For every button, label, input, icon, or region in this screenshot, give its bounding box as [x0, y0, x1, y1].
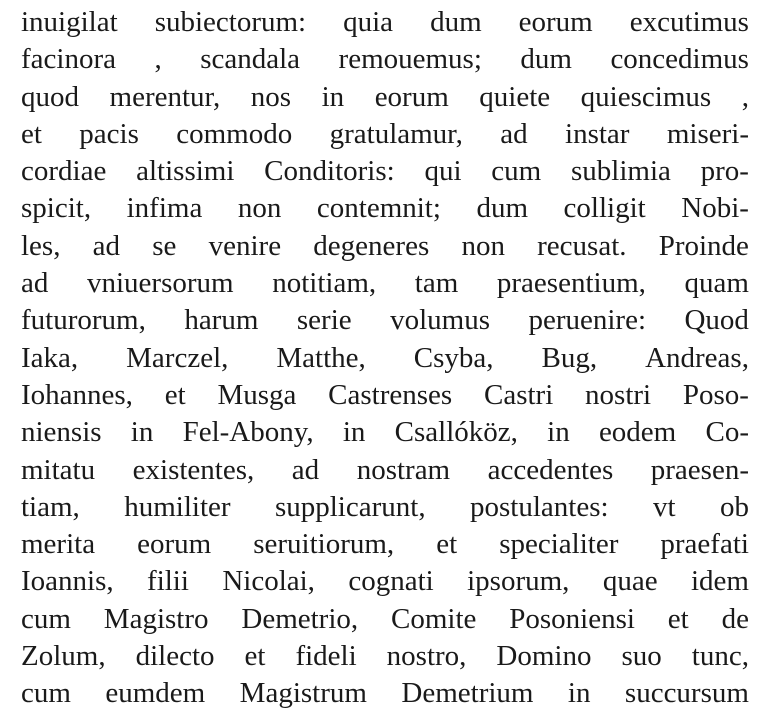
text-line: [21, 265, 749, 302]
text-line: [21, 414, 749, 451]
word: altissimi: [136, 155, 235, 188]
word: Csallóköz,: [394, 416, 518, 449]
word: succursum: [624, 677, 749, 710]
word: degeneres: [313, 229, 430, 262]
word: ipsorum,: [467, 565, 570, 598]
word: dum: [430, 6, 482, 38]
word: remouemus;: [338, 43, 482, 76]
text-line: [21, 377, 749, 414]
word: fideli: [295, 640, 357, 673]
word: excutimus: [629, 6, 749, 38]
word: et: [21, 117, 42, 150]
word: dilecto: [135, 640, 215, 673]
text-line: [21, 228, 749, 265]
word: Ioannis,: [21, 565, 114, 598]
word: non: [461, 229, 505, 262]
word: filii: [147, 565, 189, 598]
word: recusat.: [537, 229, 627, 262]
word: tam: [414, 267, 459, 300]
word: Domino: [496, 640, 592, 673]
word: tunc,: [691, 640, 749, 673]
word: humiliter: [124, 490, 231, 523]
word: concedimus: [610, 43, 749, 76]
word: in: [547, 416, 570, 449]
word: ad: [92, 229, 121, 262]
body-text: [21, 4, 749, 713]
word: de: [721, 602, 749, 635]
word: quam: [684, 267, 749, 300]
word: Proinde: [658, 229, 749, 262]
word: in: [130, 416, 154, 449]
word: pro-: [700, 155, 749, 188]
word: Matthe,: [276, 341, 366, 374]
text-line: [21, 526, 749, 563]
word: Nobi-: [681, 192, 749, 225]
word: ad: [291, 453, 320, 486]
word: dum: [476, 192, 529, 225]
text-line: [21, 79, 749, 116]
word: tiam,: [21, 490, 80, 523]
word: Iohannes,: [21, 378, 133, 411]
word: quod: [21, 80, 79, 113]
word: Magistrum: [239, 677, 367, 710]
word: specialiter: [499, 528, 619, 561]
text-line: [21, 675, 749, 712]
word: venire: [208, 229, 282, 262]
word: Magistro: [103, 602, 209, 635]
word: postulantes:: [470, 490, 609, 523]
word: vniuersorum: [87, 267, 234, 300]
word: ,: [154, 43, 162, 76]
word: Andreas,: [645, 341, 749, 374]
word: et: [244, 640, 266, 673]
word: nos: [250, 80, 292, 113]
word: Demetrio,: [241, 602, 359, 635]
word: commodo: [176, 117, 293, 150]
text-line: [21, 638, 749, 675]
word: miseri-: [666, 117, 749, 150]
word: cum: [491, 155, 542, 188]
word: colligit: [563, 192, 646, 225]
word: quae: [602, 565, 658, 598]
word: praesentium,: [496, 267, 646, 300]
word: Csyba,: [413, 341, 494, 374]
word: idem: [690, 565, 749, 598]
text-line: [21, 601, 749, 638]
word: in: [342, 416, 366, 449]
word: et: [667, 602, 689, 635]
word: spicit,: [21, 192, 92, 225]
text-line: [21, 489, 749, 526]
word: Posoniensi: [509, 602, 635, 635]
word: cum: [21, 602, 71, 635]
word: praefati: [660, 528, 749, 561]
word: nostri: [585, 378, 652, 411]
word: Castrenses: [328, 378, 453, 411]
word: non: [237, 192, 282, 225]
word: praesen-: [650, 453, 749, 486]
word: cognati: [348, 565, 434, 598]
word: Zolum,: [21, 640, 106, 673]
word: Castri: [483, 378, 554, 411]
word: ad: [500, 117, 528, 150]
word: Marczel,: [126, 341, 229, 374]
word: gratulamur,: [329, 117, 463, 150]
word: se: [152, 229, 177, 262]
word: Iaka,: [21, 341, 79, 374]
word: seruitiorum,: [253, 528, 395, 561]
text-line: [21, 4, 749, 41]
word: les,: [21, 229, 61, 262]
text-line: [21, 153, 749, 190]
word: Conditoris:: [264, 155, 395, 188]
word: vt: [652, 490, 676, 523]
word: peruenire:: [528, 304, 647, 337]
word: dum: [520, 43, 572, 76]
text-line: [21, 116, 749, 153]
word: niensis: [21, 416, 102, 449]
word: infima: [126, 192, 203, 225]
word: harum: [184, 304, 259, 337]
word: pacis: [79, 117, 139, 150]
word: quia: [343, 6, 394, 38]
word: subiectorum:: [154, 6, 307, 38]
word: existentes,: [132, 453, 255, 486]
text-line: [21, 41, 749, 78]
text-line: [21, 190, 749, 227]
word: Musga: [217, 378, 297, 411]
word: qui: [424, 155, 462, 188]
word: futurorum,: [21, 304, 146, 337]
word: Bug,: [541, 341, 598, 374]
word: merentur,: [109, 80, 221, 113]
word: cum: [21, 677, 71, 710]
word: quiescimus: [580, 80, 712, 113]
word: contemnit;: [316, 192, 441, 225]
word: ad: [21, 267, 49, 300]
word: eorum: [137, 528, 212, 561]
word: Nicolai,: [222, 565, 315, 598]
text-line: [21, 563, 749, 600]
word: nostram: [356, 453, 451, 486]
text-line: [21, 302, 749, 339]
word: Fel-Abony,: [182, 416, 314, 449]
word: nostro,: [386, 640, 467, 673]
word: serie: [296, 304, 352, 337]
word: instar: [565, 117, 630, 150]
word: eodem: [598, 416, 677, 449]
word: in: [321, 80, 345, 113]
word: Quod: [684, 304, 749, 337]
word: Comite: [391, 602, 477, 635]
word: supplicarunt,: [274, 490, 426, 523]
word: Poso-: [682, 378, 749, 411]
word: et: [436, 528, 458, 561]
word: inuigilat: [21, 6, 118, 38]
word: merita: [21, 528, 96, 561]
word: Demetrium: [401, 677, 534, 710]
word: ob: [719, 490, 749, 523]
word: eorum: [374, 80, 449, 113]
word: quiete: [479, 80, 551, 113]
word: et: [164, 378, 186, 411]
word: eumdem: [105, 677, 206, 710]
word: suo: [621, 640, 662, 673]
word: Co-: [705, 416, 749, 449]
word: ,: [741, 80, 749, 113]
word: volumus: [390, 304, 490, 337]
word: cordiae: [21, 155, 107, 188]
word: eorum: [518, 6, 593, 38]
word: accedentes: [487, 453, 614, 486]
word: sublimia: [570, 155, 671, 188]
text-line: [21, 452, 749, 489]
word: notitiam,: [272, 267, 377, 300]
word: facinora: [21, 43, 116, 76]
word: mitatu: [21, 453, 96, 486]
word: in: [567, 677, 591, 710]
word: scandala: [200, 43, 301, 76]
text-line: [21, 340, 749, 377]
